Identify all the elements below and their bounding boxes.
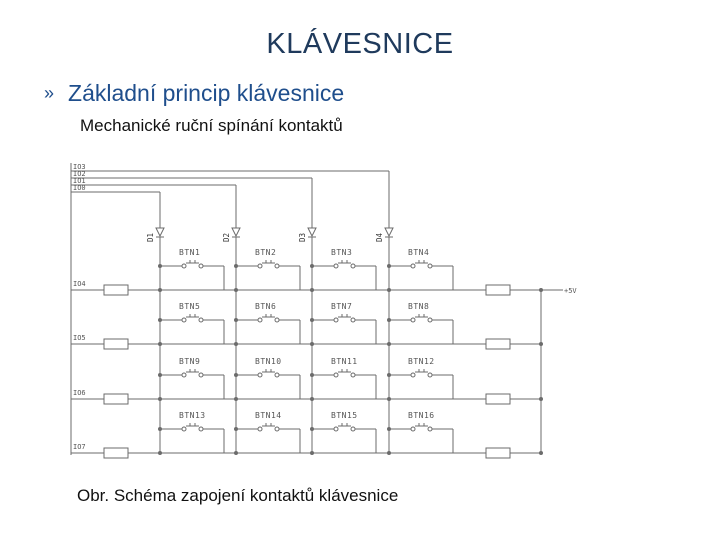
resistor-icon bbox=[104, 339, 128, 349]
switch-contact bbox=[199, 427, 203, 431]
row-net-label: IO5 bbox=[73, 334, 86, 342]
junction-dot bbox=[158, 373, 162, 377]
subtitle: Mechanické ruční spínání kontaktů bbox=[80, 116, 343, 135]
switch-contact bbox=[275, 264, 279, 268]
button-label: BTN13 bbox=[179, 411, 206, 420]
resistor-icon bbox=[104, 394, 128, 404]
junction-dot bbox=[234, 342, 238, 346]
switch-contact bbox=[182, 373, 186, 377]
junction-dot bbox=[158, 397, 162, 401]
switch-contact bbox=[351, 264, 355, 268]
diode-label: D1 bbox=[146, 232, 155, 242]
junction-dot bbox=[234, 451, 238, 455]
switch-contact bbox=[411, 318, 415, 322]
junction-dot bbox=[158, 264, 162, 268]
resistor-icon bbox=[486, 285, 510, 295]
button-label: BTN5 bbox=[179, 302, 201, 311]
diode-icon bbox=[156, 228, 164, 236]
switch-contact bbox=[182, 427, 186, 431]
switch-contact bbox=[411, 427, 415, 431]
switch-contact bbox=[258, 427, 262, 431]
bullet-text: Základní princip klávesnice bbox=[68, 80, 345, 106]
diode-icon bbox=[232, 228, 240, 236]
resistor-icon bbox=[104, 448, 128, 458]
junction-dot bbox=[234, 288, 238, 292]
button-label: BTN7 bbox=[331, 302, 353, 311]
junction-dot bbox=[310, 288, 314, 292]
button-label: BTN11 bbox=[331, 357, 358, 366]
button-label: BTN2 bbox=[255, 248, 277, 257]
junction-dot bbox=[310, 373, 314, 377]
column-net-label: IO3 bbox=[73, 163, 86, 171]
junction-dot bbox=[158, 342, 162, 346]
button-label: BTN14 bbox=[255, 411, 282, 420]
junction-dot bbox=[387, 397, 391, 401]
column-net-label: IO0 bbox=[73, 184, 86, 192]
junction-dot bbox=[387, 451, 391, 455]
switch-contact bbox=[351, 427, 355, 431]
resistor-icon bbox=[486, 448, 510, 458]
diode-label: D2 bbox=[222, 232, 231, 242]
resistor-icon bbox=[486, 394, 510, 404]
button-label: BTN9 bbox=[179, 357, 201, 366]
switch-contact bbox=[258, 318, 262, 322]
switch-contact bbox=[428, 264, 432, 268]
diode-label: D4 bbox=[375, 232, 384, 242]
junction-dot bbox=[310, 264, 314, 268]
supply-label: +5V bbox=[564, 287, 577, 295]
switch-contact bbox=[275, 373, 279, 377]
slide-title: KLÁVESNICE bbox=[266, 28, 454, 60]
button-label: BTN12 bbox=[408, 357, 435, 366]
bullet-mark-icon: » bbox=[44, 83, 55, 103]
junction-dot bbox=[310, 397, 314, 401]
switch-contact bbox=[334, 373, 338, 377]
diode-icon bbox=[385, 228, 393, 236]
junction-dot bbox=[387, 373, 391, 377]
switch-contact bbox=[182, 318, 186, 322]
column-net-label: IO2 bbox=[73, 170, 86, 178]
junction-dot bbox=[310, 342, 314, 346]
junction-dot bbox=[387, 342, 391, 346]
diode-icon bbox=[308, 228, 316, 236]
switch-contact bbox=[258, 373, 262, 377]
switch-contact bbox=[275, 318, 279, 322]
switch-contact bbox=[334, 427, 338, 431]
junction-dot bbox=[310, 451, 314, 455]
switch-contact bbox=[411, 264, 415, 268]
resistor-icon bbox=[486, 339, 510, 349]
junction-dot bbox=[387, 427, 391, 431]
button-label: BTN1 bbox=[179, 248, 201, 257]
switch-contact bbox=[199, 373, 203, 377]
switch-contact bbox=[351, 318, 355, 322]
button-label: BTN6 bbox=[255, 302, 277, 311]
junction-dot bbox=[387, 318, 391, 322]
switch-contact bbox=[182, 264, 186, 268]
junction-dot bbox=[158, 318, 162, 322]
button-label: BTN8 bbox=[408, 302, 430, 311]
junction-dot bbox=[234, 373, 238, 377]
switch-contact bbox=[428, 427, 432, 431]
junction-dot bbox=[234, 318, 238, 322]
switch-contact bbox=[428, 318, 432, 322]
row-net-label: IO7 bbox=[73, 443, 86, 451]
junction-dot bbox=[387, 288, 391, 292]
junction-dot bbox=[158, 451, 162, 455]
diode-label: D3 bbox=[298, 232, 307, 242]
junction-dot bbox=[158, 288, 162, 292]
junction-dot bbox=[158, 427, 162, 431]
column-net-label: IO1 bbox=[73, 177, 86, 185]
row-net-label: IO6 bbox=[73, 389, 86, 397]
junction-dot bbox=[310, 427, 314, 431]
junction-dot bbox=[234, 264, 238, 268]
junction-dot bbox=[310, 318, 314, 322]
switch-contact bbox=[428, 373, 432, 377]
resistor-icon bbox=[104, 285, 128, 295]
switch-contact bbox=[275, 427, 279, 431]
button-label: BTN4 bbox=[408, 248, 430, 257]
switch-contact bbox=[334, 264, 338, 268]
button-label: BTN10 bbox=[255, 357, 282, 366]
switch-contact bbox=[199, 264, 203, 268]
switch-contact bbox=[258, 264, 262, 268]
switch-contact bbox=[351, 373, 355, 377]
button-label: BTN3 bbox=[331, 248, 353, 257]
switch-contact bbox=[411, 373, 415, 377]
button-label: BTN16 bbox=[408, 411, 435, 420]
switch-contact bbox=[199, 318, 203, 322]
junction-dot bbox=[387, 264, 391, 268]
junction-dot bbox=[234, 427, 238, 431]
button-label: BTN15 bbox=[331, 411, 358, 420]
row-net-label: IO4 bbox=[73, 280, 86, 288]
junction-dot bbox=[234, 397, 238, 401]
switch-contact bbox=[334, 318, 338, 322]
figure-caption: Obr. Schéma zapojení kontaktů klávesnice bbox=[77, 486, 399, 505]
